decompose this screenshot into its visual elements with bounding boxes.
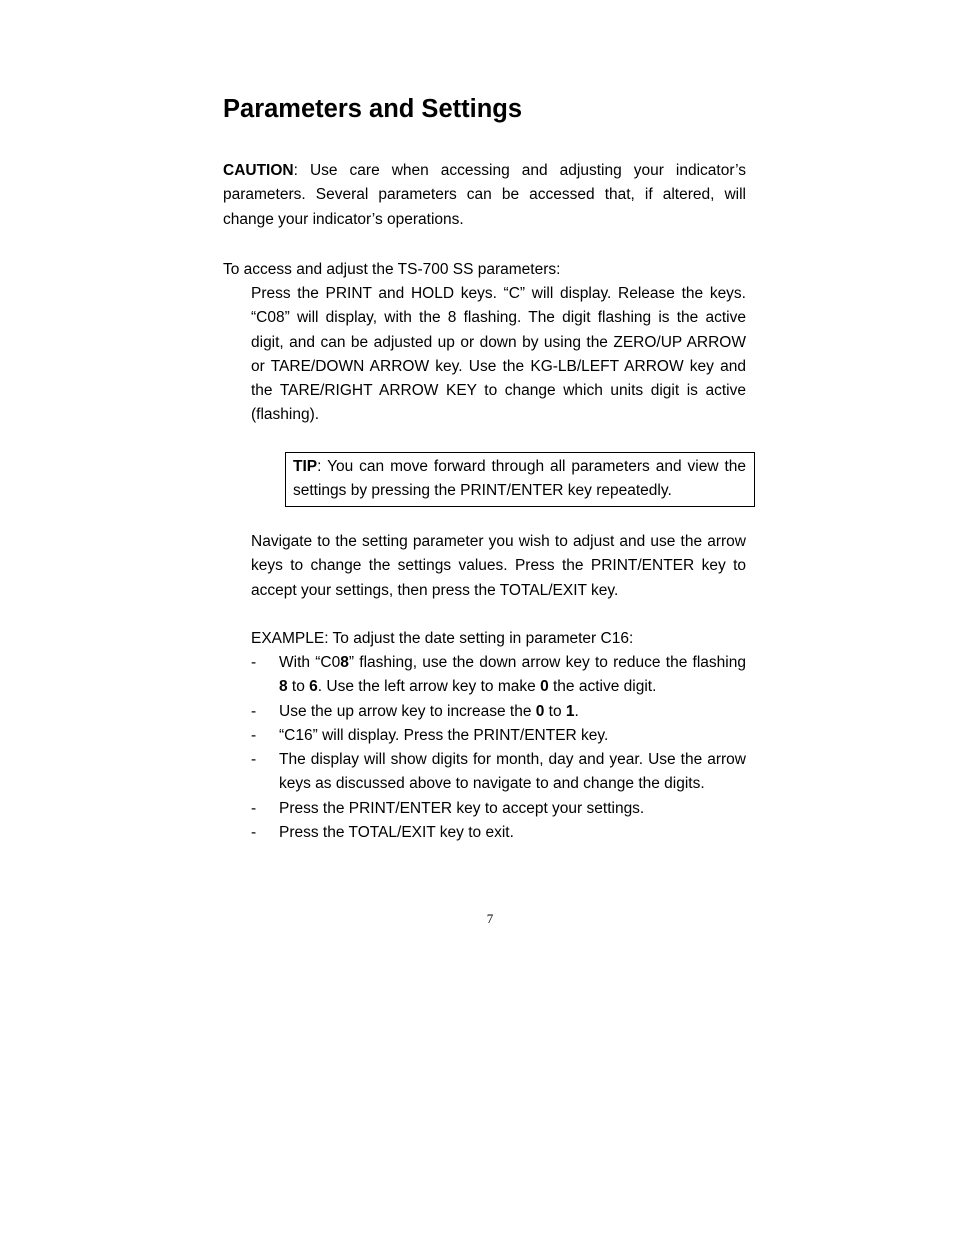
- example-heading: EXAMPLE: To adjust the date setting in parameter C16:: [251, 630, 634, 647]
- list-text: to: [287, 678, 310, 696]
- page-number: 7: [486, 911, 494, 926]
- list-bullet: -: [251, 702, 257, 720]
- caution-text: : Use care when accessing and adjusting your indicator’s parameters. Several parameters can be accessed that, if altered, will change your indicator’s operations.: [223, 162, 746, 228]
- caution-paragraph: [223, 159, 746, 232]
- tip-text: : You can move forward through all parameters and view the settings by pressing the PRINT/ENTER key repeatedly.: [293, 458, 746, 500]
- list-text: With “C0: [279, 654, 341, 671]
- list-text: Use the up arrow key to increase the: [279, 702, 536, 720]
- list-bullet: -: [251, 654, 257, 671]
- list-text: Press the TOTAL/EXIT key to exit.: [279, 824, 514, 842]
- example-steps-list: [251, 651, 746, 845]
- list-bold: 6: [309, 678, 318, 696]
- list-text: . Use the left arrow key to make: [317, 678, 541, 696]
- list-text: Press the PRINT/ENTER key to accept your settings.: [279, 799, 645, 817]
- list-item: [251, 821, 746, 845]
- intro-paragraph: To access and adjust the TS-700 SS parameters:: [223, 261, 561, 278]
- tip-label: TIP: [293, 458, 318, 475]
- list-bold: 0: [540, 678, 549, 696]
- list-text: The display will show digits for month, day and year. Use the arrow keys as discussed above to navigate to and change the digits.: [279, 751, 746, 793]
- list-item: [251, 797, 746, 821]
- list-text: to: [544, 702, 566, 720]
- list-bold: 1: [565, 702, 575, 720]
- list-text: “C16” will display. Press the PRINT/ENTER key.: [279, 726, 609, 744]
- list-item: [251, 748, 746, 797]
- navigate-paragraph: Navigate to the setting parameter you wish to adjust and use the arrow keys to change the settings values. Press the PRINT/ENTER key to accept your settings, then press the TOTAL/EXIT key.: [251, 533, 746, 599]
- list-text: ” flashing, use the down arrow key to reduce the flashing: [348, 654, 746, 671]
- list-bold: 8: [340, 654, 349, 671]
- list-bold: 8: [279, 678, 288, 696]
- list-bullet: -: [251, 726, 257, 744]
- list-text: the active digit.: [548, 678, 657, 696]
- tip-box: [285, 452, 755, 507]
- access-steps-paragraph: Press the PRINT and HOLD keys. “C” will display. Release the keys. “C08” will display, with the 8 flashing. The digit flashing is the active digit, and can be adjusted up or down by using the ZERO/UP ARROW or TARE/DOWN ARROW key. Use the KG-LB/LEFT ARROW key and the TARE/RIGHT ARROW KEY to change which units digit is active (flashing).: [251, 285, 746, 424]
- list-bold: 0: [535, 702, 545, 720]
- list-bullet: -: [251, 799, 257, 817]
- list-bullet: -: [251, 824, 257, 842]
- list-item: [251, 724, 746, 748]
- list-item: [251, 651, 746, 700]
- list-bullet: -: [251, 751, 257, 769]
- list-text: .: [574, 702, 579, 720]
- caution-label: CAUTION: [223, 162, 294, 179]
- page-title: Parameters and Settings: [223, 95, 523, 123]
- list-item: [251, 700, 746, 724]
